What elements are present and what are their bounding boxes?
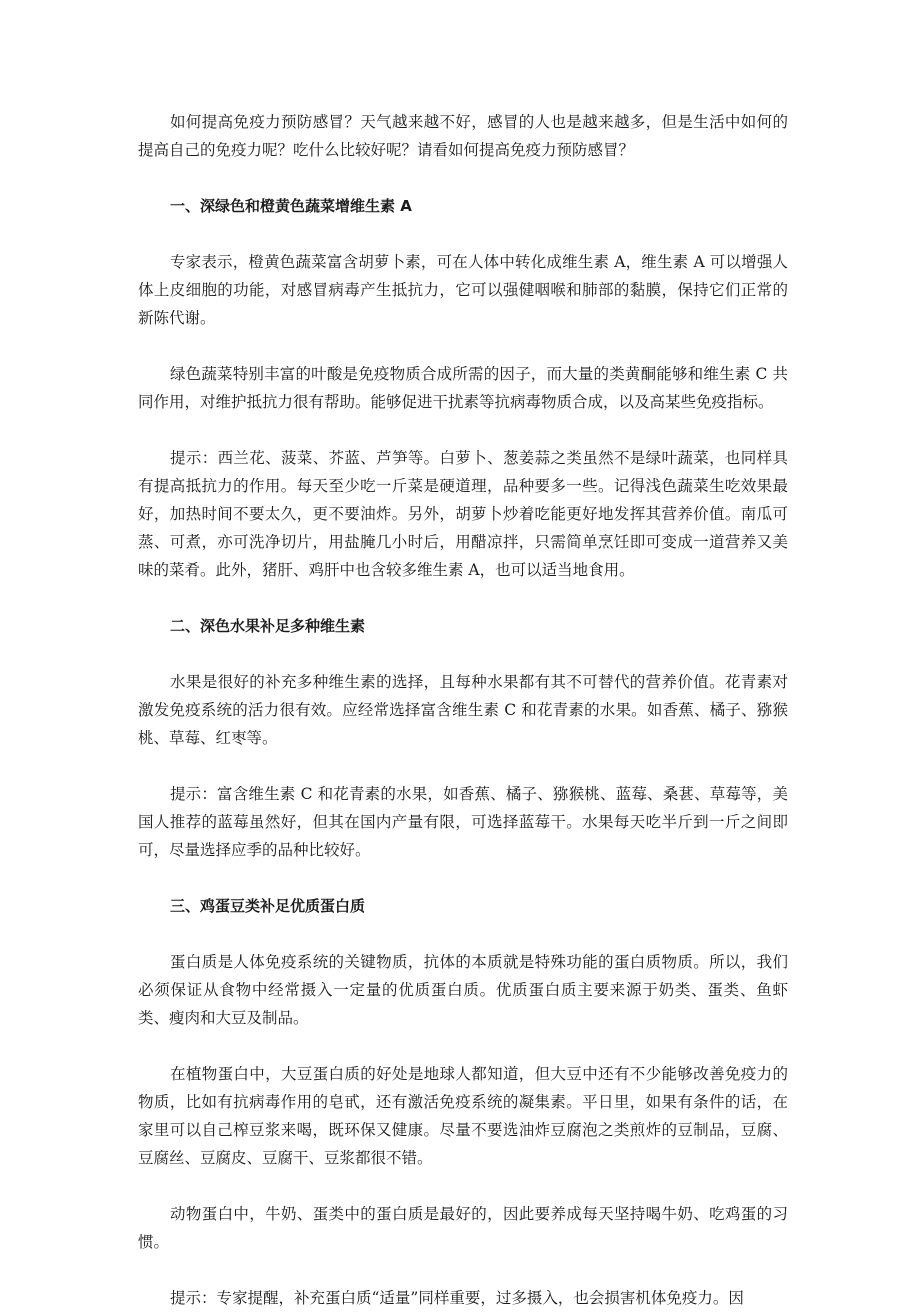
section3-paragraph-4: 提示：专家提醒，补充蛋白质“适量”同样重要，过多摄入，也会损害机体免疫力。因 bbox=[170, 1289, 744, 1307]
section-heading-2: 二、深色水果补足多种维生素 bbox=[170, 617, 366, 635]
section3-paragraph-1: 蛋白质是人体免疫系统的关键物质，抗体的本质就是特殊功能的蛋白质物质。所以，我们必须保证从食物中经常摄入一定量的优质蛋白质。优质蛋白质主要来源于奶类、蛋类、鱼虾类、瘦肉和大豆及制品。 bbox=[138, 953, 788, 1027]
section1-paragraph-3: 提示：西兰花、菠菜、芥蓝、芦笋等。白萝卜、葱姜蒜之类虽然不是绿叶蔬菜，也同样具有提高抵抗力的作用。每天至少吃一斤菜是硬道理，品种要多一些。记得浅色蔬菜生吃效果最好，加热时间不要太久，更不要油炸。另外，胡萝卜炒着吃能更好地发挥其营养价值。南瓜可蒸、可煮，亦可洗净切片，用盐腌几小时后，用醋凉拌，只需简单烹饪即可变成一道营养又美味的菜肴。此外，猪肝、鸡肝中也含较多维生素 A，也可以适当地食用。 bbox=[138, 449, 788, 579]
intro-paragraph: 如何提高免疫力预防感冒？天气越来越不好，感冒的人也是越来越多，但是生活中如何的提高自己的免疫力呢？吃什么比较好呢？请看如何提高免疫力预防感冒？ bbox=[138, 113, 788, 159]
section-heading-3: 三、鸡蛋豆类补足优质蛋白质 bbox=[170, 897, 366, 915]
document-page bbox=[138, 108, 788, 1312]
section3-paragraph-2: 在植物蛋白中，大豆蛋白质的好处是地球人都知道，但大豆中还有不少能够改善免疫力的物质，比如有抗病毒作用的皂甙，还有激活免疫系统的凝集素。平日里，如果有条件的话，在家里可以自己榨豆浆来喝，既环保又健康。尽量不要选油炸豆腐泡之类煎炸的豆制品，豆腐、豆腐丝、豆腐皮、豆腐干、豆浆都很不错。 bbox=[138, 1065, 788, 1167]
section2-paragraph-2: 提示：富含维生素 C 和花青素的水果，如香蕉、橘子、猕猴桃、蓝莓、桑葚、草莓等，美国人推荐的蓝莓虽然好，但其在国内产量有限，可选择蓝莓干。水果每天吃半斤到一斤之间即可，尽量选择应季的品种比较好。 bbox=[138, 785, 788, 859]
section-heading-1: 一、深绿色和橙黄色蔬菜增维生素 A bbox=[170, 197, 412, 215]
section3-paragraph-3: 动物蛋白中，牛奶、蛋类中的蛋白质是最好的，因此要养成每天坚持喝牛奶、吃鸡蛋的习惯。 bbox=[138, 1205, 788, 1251]
section1-paragraph-1: 专家表示，橙黄色蔬菜富含胡萝卜素，可在人体中转化成维生素 A，维生素 A 可以增强人体上皮细胞的功能，对感冒病毒产生抵抗力，它可以强健咽喉和肺部的黏膜，保持它们正常的新陈代谢。 bbox=[138, 253, 788, 327]
section1-paragraph-2: 绿色蔬菜特别丰富的叶酸是免疫物质合成所需的因子，而大量的类黄酮能够和维生素 C 共同作用，对维护抵抗力很有帮助。能够促进干扰素等抗病毒物质合成，以及高某些免疫指标。 bbox=[138, 365, 788, 411]
section2-paragraph-1: 水果是很好的补充多种维生素的选择，且每种水果都有其不可替代的营养价值。花青素对激发免疫系统的活力很有效。应经常选择富含维生素 C 和花青素的水果。如香蕉、橘子、猕猴桃、草莓、红枣等。 bbox=[138, 673, 788, 747]
